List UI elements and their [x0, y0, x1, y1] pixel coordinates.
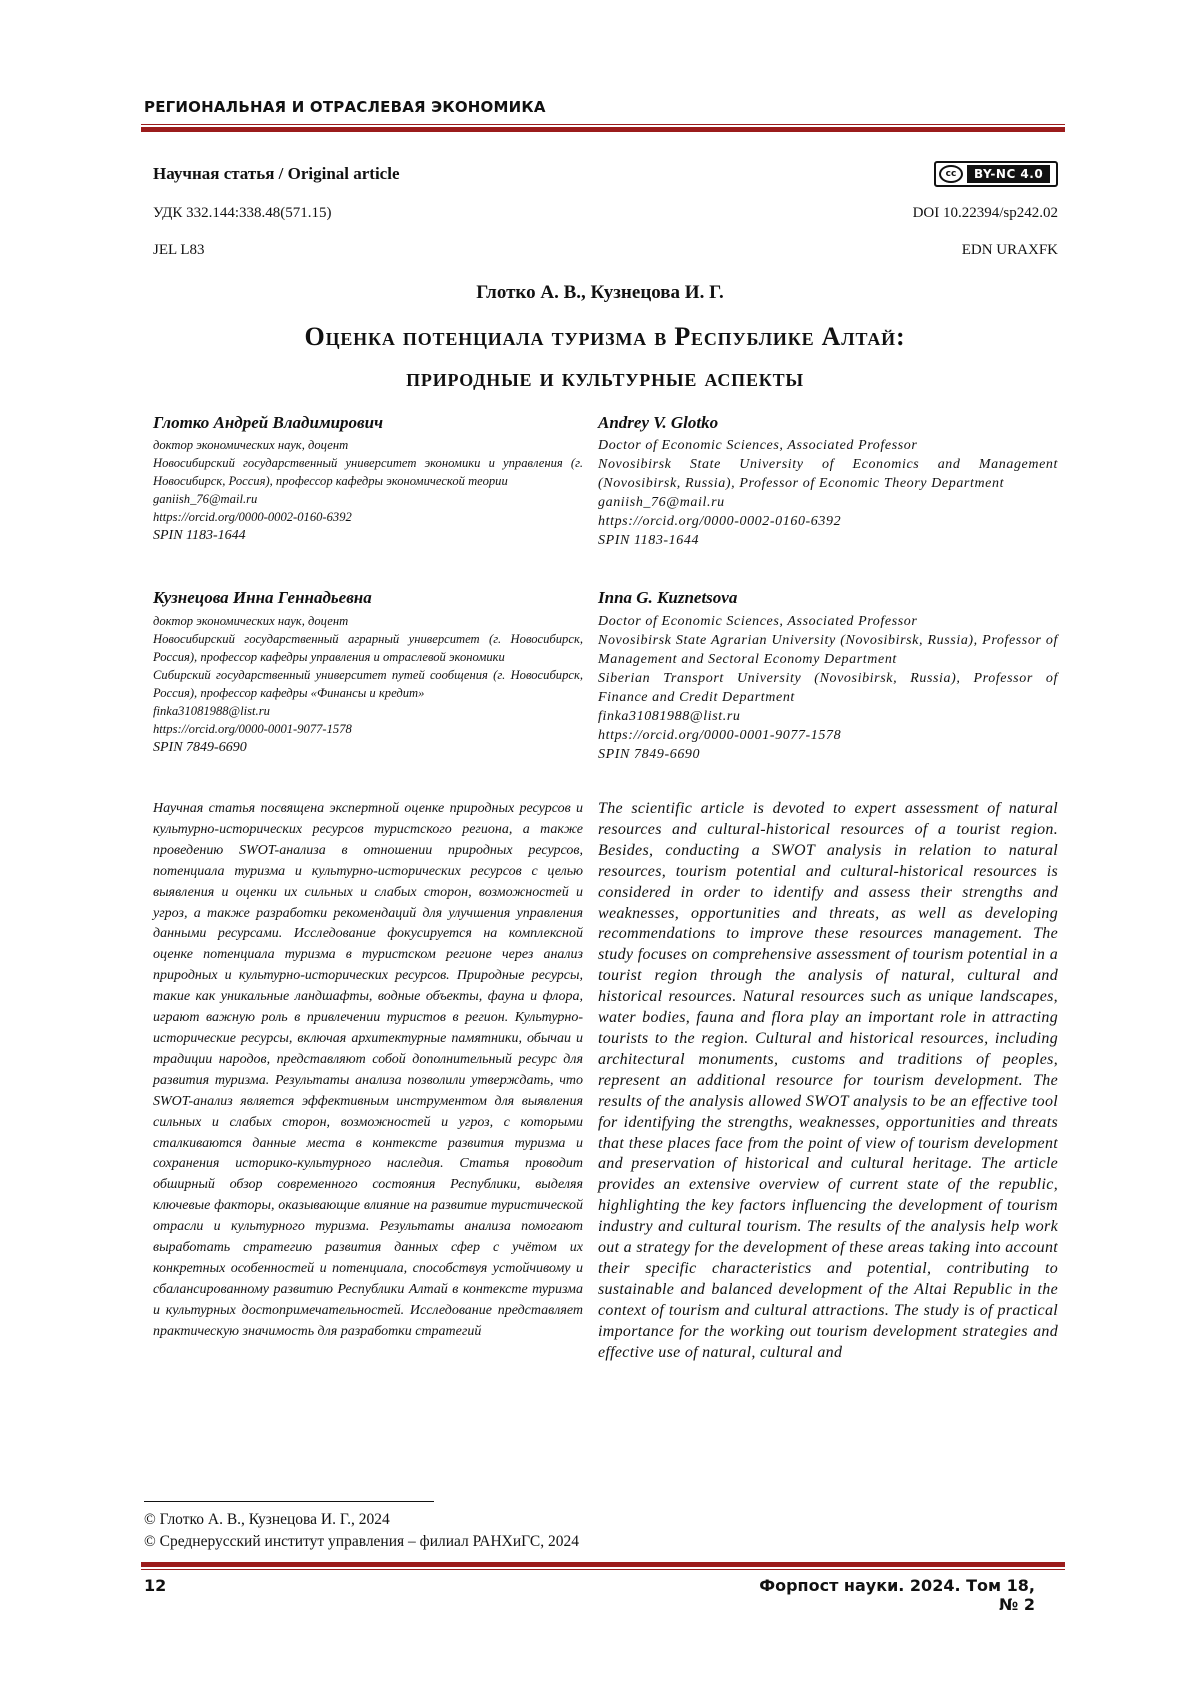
authors-line: Глотко А. В., Кузнецова И. Г. [476, 282, 724, 303]
header-rule-top [141, 124, 1065, 125]
abstract-en: The scientific article is devoted to expert assessment of natural resources and cultural-historical resources of a tourist region. Besides, conducting a SWOT analysis in relation to natural resources, tourism potential and cultural-historical resources is considered in order to identify and assess their strengths and weaknesses, opportunities and threats, as well as developing recommendations to improve these resources management. The study focuses on comprehensive assessment of tourism potential in a tourist region through the analysis of natural, cultural and historical resources. Natural resources such as unique landscapes, water bodies, fauna and flora play an important role in attracting tourists to the region. Cultural and historical resources, including architectural monuments, customs and traditions of peoples, represent an additional resource for tourism development. The results of the analysis allowed SWOT analysis to be an effective tool for identifying the strengths, weaknesses, opportunities and threats that these places face from the point of view of tourism development and preservation of historical and cultural heritage. The article provides an extensive overview of current state of the republic, highlighting the key factors influencing the development of tourism industry and cultural tourism. The results of the analysis help work out a strategy for the development of these areas taking into account their specific characteristics and potential, contributing to sustainable and balanced development of the Altai Republic in the context of tourism and cultural attractions. The study is of practical importance for the working out tourism development strategies and effective use of natural, cultural and [598, 800, 1058, 1361]
article-title: Оценка потенциала туризма в Республике Алтай: [304, 322, 906, 351]
author-1-orcid-en[interactable]: https://orcid.org/0000-0002-0160-6392 [598, 514, 842, 529]
author-2-email-en[interactable]: finka31081988@list.ru [598, 709, 741, 724]
author-2-affiliation-1-en: Novosibirsk State Agrarian University (Novosibirsk, Russia), Professor of Management and Sectoral Economy Department [598, 633, 1058, 667]
author-1-spin-ru: SPIN 1183-1644 [153, 528, 246, 543]
author-1-affiliation-en: Novosibirsk State University of Economics and Management (Novosibirsk, Russia), Professor of Economic Theory Department [598, 457, 1058, 491]
article-type: Научная статья / Original article [153, 164, 400, 183]
edn-code: EDN URAXFK [961, 242, 1058, 258]
udk: УДК 332.144:338.48(571.15) [153, 205, 332, 221]
footer-rule-bottom [141, 1569, 1065, 1570]
footnote-rule [144, 1501, 434, 1502]
author-1-name-en: Andrey V. Glotko [598, 413, 719, 432]
author-2-info-ru [153, 612, 583, 758]
copyright-authors: © Глотко А. В., Кузнецова И. Г., 2024 [144, 1511, 390, 1528]
author-1-info-en [598, 436, 1058, 550]
author-2-affiliation-2-ru: Сибирский государственный университет путей сообщения (г. Новосибирск, Россия), профессор кафедры «Финансы и кредит» [153, 668, 583, 700]
author-2-name-ru: Кузнецова Инна Геннадьевна [153, 588, 372, 607]
cc-icon: cc [939, 165, 963, 183]
author-2-name-en: Inna G. Kuznetsova [598, 588, 738, 607]
header-rule [141, 127, 1065, 132]
author-1-name-ru: Глотко Андрей Владимирович [153, 413, 384, 432]
author-1-email-ru[interactable]: ganiish_76@mail.ru [153, 492, 258, 506]
author-2-degree-en: Doctor of Economic Sciences, Associated Professor [598, 614, 918, 629]
jel-code: JEL L83 [153, 242, 205, 258]
running-head: РЕГИОНАЛЬНАЯ И ОТРАСЛЕВАЯ ЭКОНОМИКА [144, 98, 546, 116]
author-2-email-ru[interactable]: finka31081988@list.ru [153, 704, 270, 718]
abstract-ru: Научная статья посвящена экспертной оценке природных ресурсов и культурно-исторических ресурсов туристского региона, а также проведению SWOT-анализа в отношении природных ресурсов, потенциала туризма и культурно-исторических ресурсов с целью выявления и оценки их сильных и слабых сторон, возможностей и угроз, а также разработки рекомендаций для улучшения управления данными ресурсами. Исследование фокусируется на комплексной оценке потенциала туризма в туристском регионе через анализ природных и культурно-исторических ресурсов. Природные ресурсы, такие как уникальные ландшафты, водные объекты, фауна и флора, играют важную роль в привлечении туристов в регион. Культурно-исторические ресурсы, включая архитектурные памятники, обычаи и традиции народов, представляют собой дополнительный ресурс для развития туризма. Результаты анализа позволили утверждать, что SWOT-анализ является эффективным инструментом для выявления сильных и слабых сторон, возможностей и угроз, с которыми сталкиваются данные места в контексте развития туризма и сохранения историко-культурного наследия. Статья проводит обширный обзор современного состояния Республики, выделяя ключевые факторы, оказывающие влияние на развитие туристической отрасли и культурного туризма. Результаты анализа помогают выработать стратегию развития данных сфер с учётом их конкретных особенностей и потенциала, способствуя устойчивому и сбалансированному развитию Республики Алтай в контексте туризма и культурных достопримечательностей. Исследование представляет практическую значимость для разработки стратегий [153, 801, 583, 1339]
doi[interactable]: DOI 10.22394/sp242.02 [912, 205, 1058, 221]
footer-rule [141, 1562, 1065, 1567]
author-1-affiliation-ru: Новосибирский государственный университет экономики и управления (г. Новосибирск, Россия), профессор кафедры экономической теории [153, 456, 583, 488]
author-2-spin-ru: SPIN 7849-6690 [153, 740, 247, 755]
author-2-orcid-ru[interactable]: https://orcid.org/0000-0001-9077-1578 [153, 722, 352, 736]
article-title-line2: природные и культурные аспекты [406, 363, 804, 392]
author-1-spin-en: SPIN 1183-1644 [598, 533, 700, 548]
page-number: 12 [144, 1576, 167, 1595]
license-text: BY-NC 4.0 [967, 165, 1050, 183]
author-2-affiliation-2-en: Siberian Transport University (Novosibirsk, Russia), Professor of Finance and Credit Department [598, 671, 1058, 705]
author-1-degree-en: Doctor of Economic Sciences, Associated Professor [598, 438, 918, 453]
author-2-degree-ru: доктор экономических наук, доцент [153, 614, 349, 628]
author-1-info-ru [153, 436, 583, 546]
author-1-email-en[interactable]: ganiish_76@mail.ru [598, 495, 725, 510]
license-badge[interactable] [934, 161, 1058, 187]
author-2-affiliation-1-ru: Новосибирский государственный аграрный университет (г. Новосибирск, Россия), профессор кафедры управления и отраслевой экономики [153, 632, 583, 664]
journal-citation: Форпост науки. 2024. Том 18, № 2 [759, 1576, 1035, 1614]
author-2-spin-en: SPIN 7849-6690 [598, 747, 701, 762]
author-2-info-en [598, 612, 1058, 764]
copyright-institute: © Среднерусский институт управления – филиал РАНХиГС, 2024 [144, 1533, 580, 1550]
author-1-degree-ru: доктор экономических наук, доцент [153, 438, 349, 452]
author-1-orcid-ru[interactable]: https://orcid.org/0000-0002-0160-6392 [153, 510, 352, 524]
author-2-orcid-en[interactable]: https://orcid.org/0000-0001-9077-1578 [598, 728, 842, 743]
